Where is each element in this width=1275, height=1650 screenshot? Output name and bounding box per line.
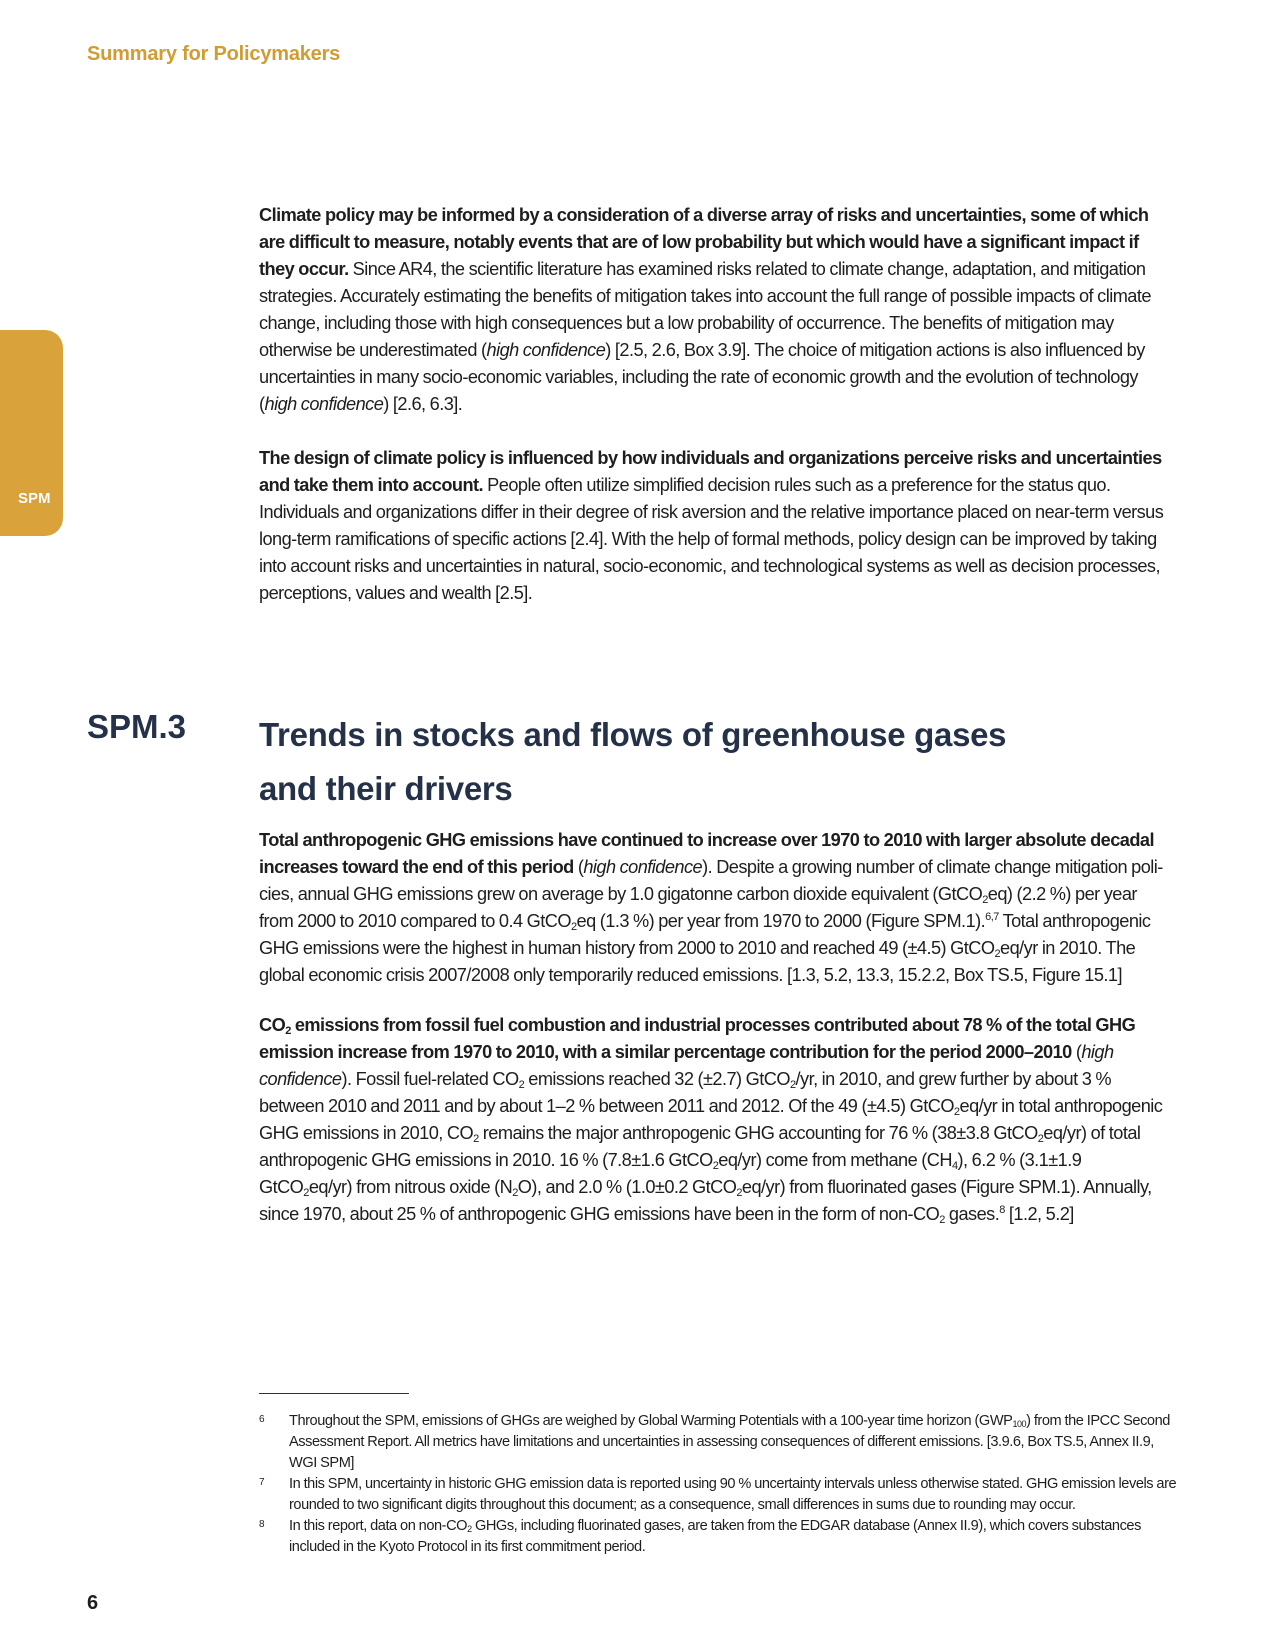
paragraph-text: /yr, in 2010, and grew further by about 3 % between 2010 and 2011 and by about 1–2 % between 2011 and 2012. Of the 49 (±4.5) GtCO <box>259 1069 1112 1116</box>
paragraph-risks-uncertainties <box>259 202 1173 418</box>
footnote-text: Throughout the SPM, emissions of GHGs are weighed by Global Warming Potentials with a 100-year time horizon (GWP <box>289 1413 1013 1429</box>
paragraph-text: eq) (2.2 %) per year from 2000 to 2010 compared to 0.4 GtCO <box>259 884 1137 931</box>
footnotes <box>259 1411 1179 1558</box>
subscript: 2 <box>518 1079 525 1091</box>
paragraph-text: emissions reached 32 (±2.7) GtCO <box>524 1069 790 1089</box>
confidence-qualifier: high confidence <box>583 857 703 877</box>
paragraph-text: ). Fossil fuel-related CO <box>341 1069 519 1089</box>
subscript: 2 <box>736 1187 742 1199</box>
subscript: 2 <box>939 1214 945 1226</box>
paragraph-text: ( <box>573 857 584 877</box>
section-number: SPM.3 <box>87 708 187 745</box>
paragraph-text: ). Despite a growing number of climate change mitigation policies, annual GHG emissions grew on average by 1.0 gigatonne carbon dioxide equivalent (GtCO <box>259 857 1164 904</box>
footnote-text: GHGs, including fluorinated gases, are taken from the EDGAR database (Annex II.9), which covers substances included in the Kyoto Protocol in its first commitment period. <box>289 1518 1141 1555</box>
lead-text: emissions from fossil fuel combustion and industrial processes contributed about 78 % of the total GHG emission increase from 1970 to 2010, with a similar percentage contribution for the period 2000–2010 <box>259 1015 1136 1062</box>
paragraph-policy-design <box>259 445 1173 607</box>
subscript: 2 <box>789 1079 796 1091</box>
subscript: 100 <box>1012 1419 1027 1429</box>
confidence-qualifier: high confidence <box>259 1042 1114 1089</box>
paragraph-text: eq/yr) come from methane (CH <box>718 1150 952 1170</box>
footnote-7 <box>259 1474 1179 1516</box>
footnote-number: 7 <box>259 1477 265 1488</box>
paragraph-lead: Climate policy may be informed by a consideration of a diverse array of risks and uncertainties, some of which are difficult to measure, notably events that are of low probability but which would have a significant impact if they occur. <box>259 205 1149 279</box>
paragraph-text: eq/yr) from nitrous oxide (N <box>308 1177 513 1197</box>
paragraph-text: gases. <box>944 1204 1000 1224</box>
page-number: 6 <box>87 1592 99 1614</box>
paragraph-text: Since AR4, the scientific literature has examined risks related to climate change, adaptation, and mitigation strategies. Accurately estimating the benefits of mitigation takes into account the full range of possible impacts of climate change, including those with high consequences but a low probability of occurrence. The benefits of mitigation may otherwise be underestimated ( <box>259 259 1151 360</box>
footnote-6 <box>259 1411 1179 1474</box>
paragraph-text: ) [2.5, 2.6, Box 3.9]. The choice of mitigation actions is also influenced by uncertainties in many socio-economic variables, including the rate of economic growth and the evolution of technology ( <box>259 340 1145 414</box>
paragraph-text: ) [2.6, 6.3]. <box>383 394 463 414</box>
paragraph-text: People often utilize simplified decision rules such as a preference for the status quo. Individuals and organizations differ in their degree of risk aversion and the relative importance placed on near-term versus long-term ramifications of specific actions [2.4]. With the help of formal methods, policy design can be improved by taking into account risks and uncertainties in natural, socio-economic, and technological systems as well as decision processes, perceptions, values and wealth [2.5]. <box>259 475 1164 603</box>
confidence-qualifier: high confidence <box>486 340 606 360</box>
subscript: 2 <box>473 1133 479 1145</box>
subscript: 4 <box>951 1160 958 1172</box>
footnote-ref[interactable]: 6,7 <box>985 911 999 923</box>
subscript: 2 <box>1037 1133 1044 1145</box>
lead-text: CO <box>259 1015 286 1035</box>
paragraph-text: eq/yr in total anthropogenic GHG emissions in 2010, CO <box>259 1096 1163 1143</box>
footnote-text: In this report, data on non-CO <box>289 1518 468 1534</box>
subscript: 2 <box>303 1187 309 1199</box>
footnote-number: 6 <box>259 1414 265 1425</box>
paragraph-total-emissions <box>259 827 1173 989</box>
side-tab-label: SPM <box>18 490 51 507</box>
section-title-line: Trends in stocks and flows of greenhouse gases <box>259 716 1007 753</box>
paragraph-co2-emissions <box>259 1012 1173 1228</box>
paragraph-lead: The design of climate policy is influenced by how individuals and organizations perceive risks and uncertainties and take them into account. <box>259 448 1162 495</box>
paragraph-text: eq (1.3 %) per year from 1970 to 2000 (Figure SPM.1). <box>576 911 986 931</box>
paragraph-text: eq/yr in 2010. The global economic crisis 2007/2008 only temporarily reduced emissions. [1.3, 5.2, 13.3, 15.2.2, Box TS.5, Figure 15.1] <box>259 938 1136 985</box>
subscript: 2 <box>285 1025 291 1037</box>
paragraph-text: O), and 2.0 % (1.0±0.2 GtCO <box>517 1177 737 1197</box>
paragraph-text: remains the major anthropogenic GHG accounting for 76 % (38±3.8 GtCO <box>478 1123 1038 1143</box>
paragraph-lead <box>259 1015 1135 1062</box>
section-title <box>259 708 1159 816</box>
footnote-ref[interactable]: 8 <box>999 1204 1005 1216</box>
paragraph-text: [1.2, 5.2] <box>1004 1204 1074 1224</box>
subscript: 2 <box>467 1524 472 1534</box>
paragraph-text: eq/yr) of total anthropogenic GHG emissions in 2010. 16 % (7.8±1.6 GtCO <box>259 1123 1141 1170</box>
footnote-number: 8 <box>259 1519 265 1530</box>
paragraph-lead: Total anthropogenic GHG emissions have continued to increase over 1970 to 2010 with larger absolute decadal increases toward the end of this period <box>259 830 1154 877</box>
paragraph-text: Total anthropogenic GHG emissions were the highest in human history from 2000 to 2010 and reached 49 (±4.5) GtCO <box>259 911 1151 958</box>
footnote-divider <box>259 1393 409 1394</box>
subscript: 2 <box>512 1187 518 1199</box>
subscript: 2 <box>982 894 988 906</box>
subscript: 2 <box>712 1160 719 1172</box>
running-head: Summary for Policymakers <box>87 43 341 65</box>
paragraph-text: ( <box>1071 1042 1082 1062</box>
subscript: 2 <box>994 948 1001 960</box>
subscript: 2 <box>570 921 577 933</box>
footnote-text: ) from the IPCC Second Assessment Report. All metrics have limitations and uncertainties in assessing consequences of different emissions. [3.9.6, Box TS.5, Annex II.9, WGI SPM] <box>289 1413 1170 1471</box>
footnote-8 <box>259 1516 1179 1558</box>
paragraph-text: eq/yr) from fluorinated gases (Figure SPM.1). Annually, since 1970, about 25 % of anthropogenic GHG emissions have been in the form of non-CO <box>259 1177 1152 1224</box>
paragraph-text: ), 6.2 % (3.1±1.9 GtCO <box>259 1150 1082 1197</box>
subscript: 2 <box>953 1106 960 1118</box>
section-title-line: and their drivers <box>259 770 513 807</box>
confidence-qualifier: high confidence <box>264 394 384 414</box>
footnote-text: In this SPM, uncertainty in historic GHG emission data is reported using 90 % uncertainty intervals unless otherwise stated. GHG emission levels are rounded to two significant digits throughout this document; as a consequence, small differences in sums due to rounding may occur. <box>289 1476 1177 1513</box>
